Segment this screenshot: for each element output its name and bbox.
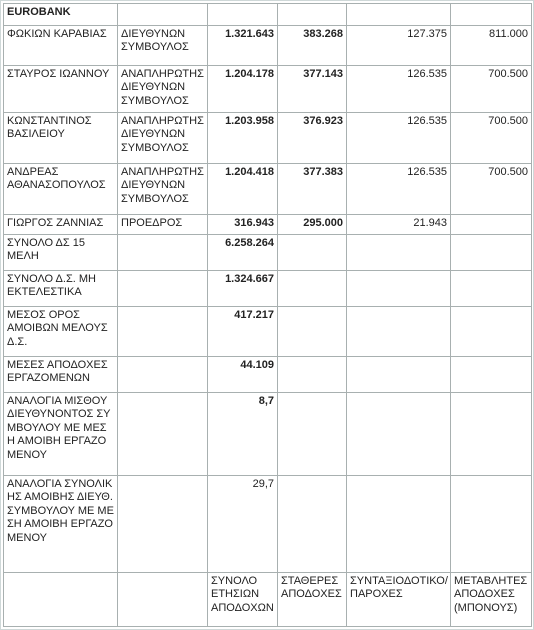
member-role: ΑΝΑΠΛΗΡΩΤΗΣ ΔΙΕΥΘΥΝΩΝ ΣΥΜΒΟΥΛΟΣ [118,164,208,215]
empty-cell [278,4,347,26]
member-fixed: 377.383 [278,164,347,215]
member-total: 316.943 [208,215,278,235]
member-variable [451,215,532,235]
summary-row [4,476,532,573]
empty-cell [278,235,347,271]
bank-header-row [4,4,532,26]
empty-cell [451,476,532,573]
member-name: ΚΩΝΣΤΑΝΤΙΝΟΣ ΒΑΣΙΛΕΙΟΥ [4,113,118,164]
empty-cell [118,4,208,26]
empty-cell [118,271,208,307]
member-row [4,26,532,66]
member-name: ΓΙΩΡΓΟΣ ΖΑΝΝΙΑΣ [4,215,118,235]
member-total: 1.204.418 [208,164,278,215]
summary-row [4,235,532,271]
member-variable: 811.000 [451,26,532,66]
summary-label: ΑΝΑΛΟΓΙΑ ΣΥΝΟΛΙΚΗΣ ΑΜΟΙΒΗΣ ΔΙΕΥΘ. ΣΥΜΒΟΥΛΟΥ ΜΕ ΜΕΣΗ ΑΜΟΙΒΗ ΕΡΓΑΖΟΜΕΝΟΥ [4,476,118,573]
summary-row [4,357,532,393]
summary-value: 417.217 [208,307,278,357]
empty-cell [347,4,451,26]
member-name: ΣΤΑΥΡΟΣ ΙΩΑΝΝΟΥ [4,66,118,113]
member-variable: 700.500 [451,113,532,164]
member-total: 1.204.178 [208,66,278,113]
member-contrib: 126.535 [347,113,451,164]
member-variable: 700.500 [451,164,532,215]
compensation-table [3,3,532,627]
member-contrib: 21.943 [347,215,451,235]
empty-cell [278,393,347,476]
bank-name: EUROBANK [4,4,118,26]
summary-row [4,393,532,476]
empty-cell [278,271,347,307]
empty-cell [118,307,208,357]
member-role: ΔΙΕΥΘΥΝΩΝ ΣΥΜΒΟΥΛΟΣ [118,26,208,66]
summary-label: ΣΥΝΟΛΟ ΔΣ 15 ΜΕΛΗ [4,235,118,271]
summary-value: 29,7 [208,476,278,573]
member-row [4,113,532,164]
member-total: 1.321.643 [208,26,278,66]
member-contrib: 127.375 [347,26,451,66]
member-row [4,215,532,235]
summary-label: ΜΕΣΟΣ ΟΡΟΣ ΑΜΟΙΒΩΝ ΜΕΛΟΥΣ Δ.Σ. [4,307,118,357]
summary-label: ΣΥΝΟΛΟ Δ.Σ. ΜΗ ΕΚΤΕΛΕΣΤΙΚΑ [4,271,118,307]
empty-cell [347,357,451,393]
member-total: 1.203.958 [208,113,278,164]
summary-label: ΜΕΣΕΣ ΑΠΟΔΟΧΕΣ ΕΡΓΑΖΟΜΕΝΩΝ [4,357,118,393]
footer-header-row [4,573,532,627]
summary-label: ΑΝΑΛΟΓΙΑ ΜΙΣΘΟΥ ΔΙΕΥΘΥΝΟΝΤΟΣ ΣΥΜΒΟΥΛΟΥ ΜΕ ΜΕΣΗ ΑΜΟΙΒΗ ΕΡΓΑΖΟΜΕΝΟΥ [4,393,118,476]
empty-cell [451,271,532,307]
empty-cell [451,307,532,357]
summary-value: 8,7 [208,393,278,476]
empty-cell [451,393,532,476]
empty-cell [118,235,208,271]
empty-cell [208,4,278,26]
empty-cell [347,271,451,307]
empty-cell [118,573,208,627]
member-fixed: 376.923 [278,113,347,164]
empty-cell [347,393,451,476]
header-variable: ΜΕΤΑΒΛΗΤΕΣ ΑΠΟΔΟΧΕΣ (ΜΠΟΝΟΥΣ) [451,573,532,627]
empty-cell [118,393,208,476]
member-contrib: 126.535 [347,66,451,113]
empty-cell [347,235,451,271]
empty-cell [278,357,347,393]
empty-cell [347,476,451,573]
member-fixed: 295.000 [278,215,347,235]
summary-row [4,271,532,307]
empty-cell [451,235,532,271]
member-role: ΑΝΑΠΛΗΡΩΤΗΣ ΔΙΕΥΘΥΝΩΝ ΣΥΜΒΟΥΛΟΣ [118,66,208,113]
header-total: ΣΥΝΟΛΟ ΕΤΗΣΙΩΝ ΑΠΟΔΟΧΩΝ [208,573,278,627]
empty-cell [278,476,347,573]
empty-cell [278,307,347,357]
summary-value: 44.109 [208,357,278,393]
header-contrib: ΣΥΝΤΑΞΙΟΔΟΤΙΚΟ/ ΠΑΡΟΧΕΣ [347,573,451,627]
empty-cell [451,357,532,393]
empty-cell [4,573,118,627]
empty-cell [118,357,208,393]
empty-cell [451,4,532,26]
summary-row [4,307,532,357]
member-contrib: 126.535 [347,164,451,215]
member-name: ΦΩΚΙΩΝ ΚΑΡΑΒΙΑΣ [4,26,118,66]
member-row [4,164,532,215]
summary-value: 6.258.264 [208,235,278,271]
member-role: ΑΝΑΠΛΗΡΩΤΗΣ ΔΙΕΥΘΥΝΩΝ ΣΥΜΒΟΥΛΟΣ [118,113,208,164]
member-name: ΑΝΔΡΕΑΣ ΑΘΑΝΑΣΟΠΟΥΛΟΣ [4,164,118,215]
member-row [4,66,532,113]
empty-cell [118,476,208,573]
member-variable: 700.500 [451,66,532,113]
member-fixed: 383.268 [278,26,347,66]
summary-value: 1.324.667 [208,271,278,307]
member-role: ΠΡΟΕΔΡΟΣ [118,215,208,235]
empty-cell [347,307,451,357]
header-fixed: ΣΤΑΘΕΡΕΣ ΑΠΟΔΟΧΕΣ [278,573,347,627]
member-fixed: 377.143 [278,66,347,113]
